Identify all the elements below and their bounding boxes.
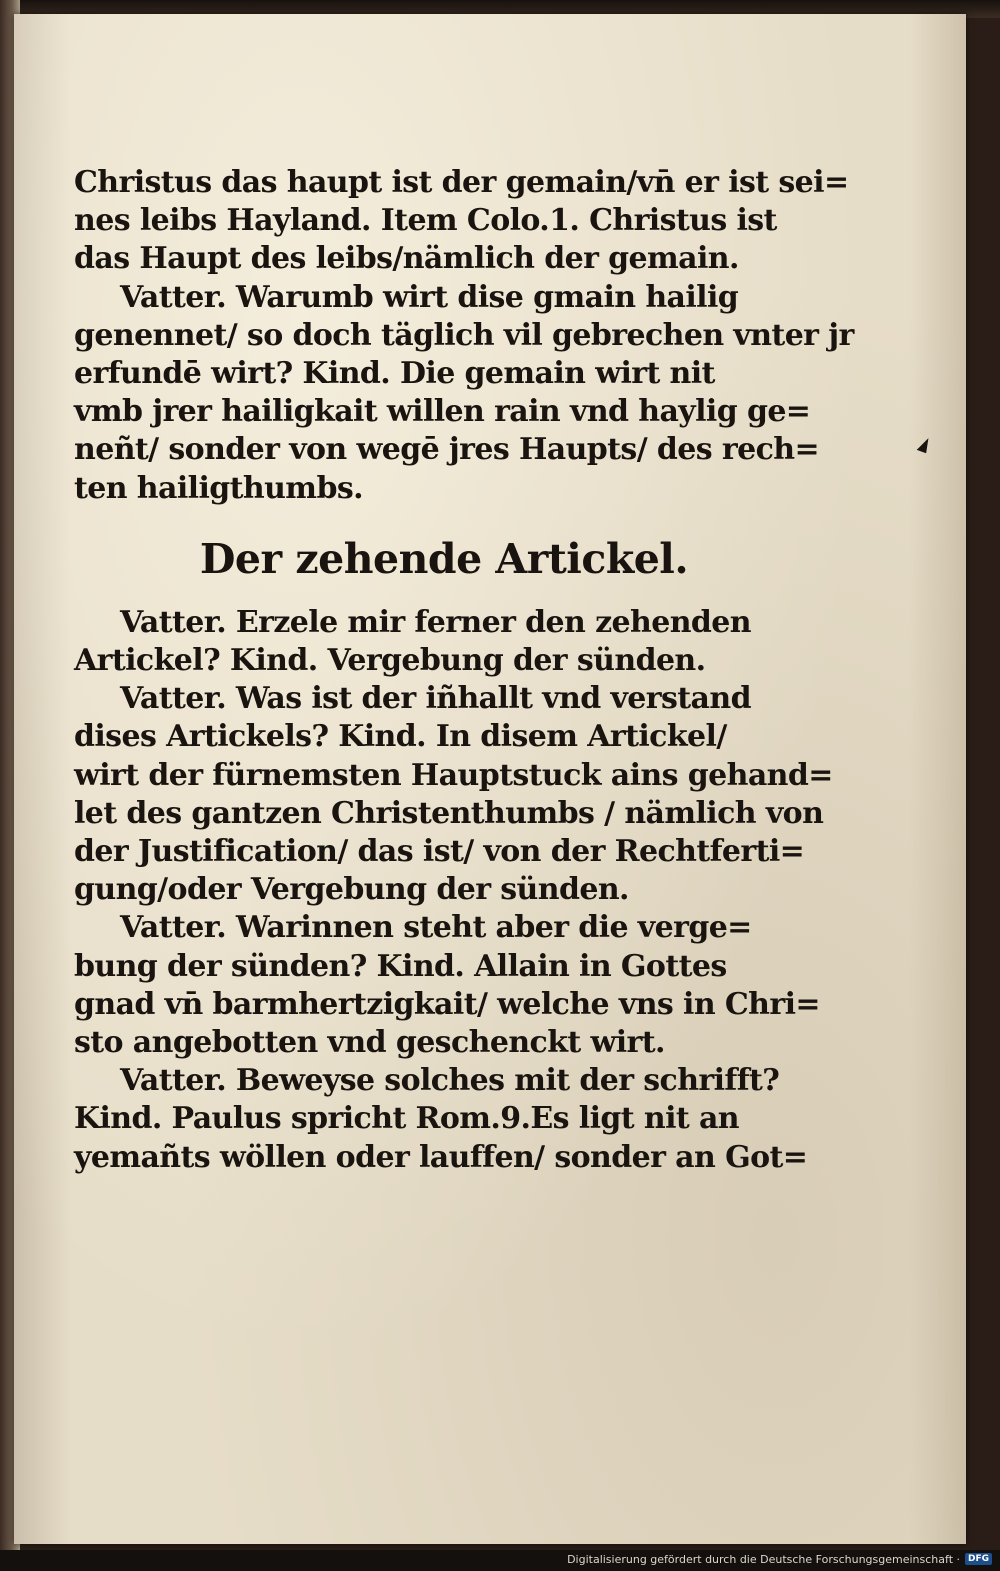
- text-line: erfundē wirt? Kind. Die gemain wirt nit: [74, 356, 715, 392]
- text-line: dises Artickels? Kind. In disem Artickel/: [74, 719, 727, 755]
- text-line: Artickel? Kind. Vergebung der sünden.: [74, 643, 706, 679]
- text-line: vmb jrer hailigkait willen rain vnd haylig ge=: [74, 394, 811, 430]
- text-line: bung der sünden? Kind. Allain in Gottes: [74, 948, 727, 984]
- text-section-after: [74, 604, 833, 1177]
- text-line: ten hailigthumbs.: [74, 470, 363, 506]
- text-line: wirt der fürnemsten Hauptstuck ains gehand=: [74, 757, 833, 793]
- text-line: gnad vn̄ barmhertzigkait/ welche vns in Chri=: [74, 986, 820, 1022]
- text-line: genennet/ so doch täglich vil gebrechen vnter jr: [74, 317, 854, 353]
- text-line: Kind. Paulus spricht Rom.9.Es ligt nit an: [74, 1101, 740, 1137]
- text-line: gung/oder Vergebung der sünden.: [74, 872, 629, 908]
- text-line: let des gantzen Christenthumbs / nämlich von: [74, 795, 824, 831]
- book-page: [14, 14, 966, 1544]
- text-line: Vatter. Warumb wirt dise gmain hailig: [120, 279, 739, 315]
- text-line: das Haupt des leibs/nämlich der gemain.: [74, 241, 739, 277]
- text-line: Vatter. Was ist der iñhallt vnd verstand: [120, 681, 751, 717]
- page-text: [74, 164, 854, 1177]
- text-line: yemañts wöllen oder lauffen/ sonder an Got=: [74, 1139, 808, 1175]
- text-section-before: [74, 164, 854, 508]
- text-line: sto angebotten vnd geschenckt wirt.: [74, 1025, 665, 1061]
- funding-credit: Digitalisierung gefördert durch die Deutsche Forschungsgemeinschaft ·: [567, 1553, 960, 1566]
- text-line: nes leibs Hayland. Item Colo.1. Christus ist: [74, 203, 777, 239]
- text-line: der Justification/ das ist/ von der Rechtferti=: [74, 834, 805, 870]
- ink-mark: [917, 436, 932, 454]
- dfg-logo: DFG: [965, 1553, 992, 1565]
- text-line: Vatter. Beweyse solches mit der schrifft?: [120, 1063, 780, 1099]
- text-line: Vatter. Erzele mir ferner den zehenden: [120, 604, 751, 640]
- text-line: neñt/ sonder von wegē jres Haupts/ des rech=: [74, 432, 820, 468]
- text-line: Vatter. Warinnen steht aber die verge=: [120, 910, 752, 946]
- article-heading: Der zehende Artickel.: [199, 534, 689, 583]
- text-line: Christus das haupt ist der gemain/vn̄ er ist sei=: [74, 165, 849, 200]
